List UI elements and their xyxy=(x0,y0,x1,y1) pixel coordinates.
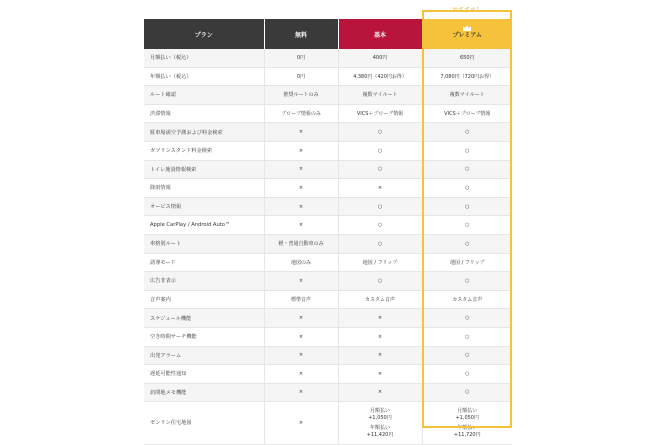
cell-label: 出発アラーム xyxy=(144,346,264,365)
cell-basic: × xyxy=(338,179,422,198)
cell-free: 標準音声 xyxy=(264,290,338,309)
cell-basic: ○ xyxy=(338,234,422,253)
cell-basic: 複数マイルート xyxy=(338,86,422,105)
table-row xyxy=(144,253,512,272)
header-free: 無料 xyxy=(264,19,338,49)
plan-table xyxy=(144,19,512,445)
cell-label: 月額払い（税込） xyxy=(144,49,264,67)
header-plan: プラン xyxy=(144,19,264,49)
cell-label: 空き時間サーチ機能 xyxy=(144,327,264,346)
table-row xyxy=(144,309,512,328)
table-row xyxy=(144,272,512,291)
cell-basic: × xyxy=(338,365,422,384)
basic-yearly-price: 年額払い +11,420円 xyxy=(366,424,394,438)
cell-free: × xyxy=(264,365,338,384)
table-row xyxy=(144,216,512,235)
cell-premium: ○ xyxy=(422,179,512,198)
cell-free: × xyxy=(264,141,338,160)
cell-free: × xyxy=(264,216,338,235)
cell-premium: VICS＋プローブ情報 xyxy=(422,104,512,123)
cell-label: 渋滞情報 xyxy=(144,104,264,123)
cell-label: ガソリンスタンド料金検索 xyxy=(144,141,264,160)
cell-label: ゼンリン住宅地図 xyxy=(144,402,264,445)
cell-basic: × xyxy=(338,309,422,328)
cell-label: 年額払い（税込） xyxy=(144,67,264,86)
cell-premium: ○ xyxy=(422,160,512,179)
cell-free: × xyxy=(264,160,338,179)
cell-premium: カスタム音声 xyxy=(422,290,512,309)
cell-label: ルート確認 xyxy=(144,86,264,105)
cell-label: 訪問地メモ機能 xyxy=(144,383,264,402)
cell-basic: ○ xyxy=(338,160,422,179)
header-row xyxy=(144,19,512,49)
cell-free: 推奨ルートのみ xyxy=(264,86,338,105)
cell-label: 車格別ルート xyxy=(144,234,264,253)
cell-premium: ○ xyxy=(422,234,512,253)
basic-monthly-price: 月額払い +1,050円 xyxy=(368,408,392,422)
cell-free: × xyxy=(264,179,338,198)
cell-free: 軽・普通自動車のみ xyxy=(264,234,338,253)
cell-basic: ○ xyxy=(338,123,422,142)
cell-basic: ○ xyxy=(338,272,422,291)
plan-comparison xyxy=(144,0,512,438)
cell-premium: 複数マイルート xyxy=(422,86,512,105)
cell-basic: 4,380円（420円お得） xyxy=(338,67,422,86)
table-row xyxy=(144,123,512,142)
cell-label: Apple CarPlay / Android Auto™ xyxy=(144,216,264,235)
table-row xyxy=(144,67,512,86)
cell-label: トイレ施設情報検索 xyxy=(144,160,264,179)
cell-free: × xyxy=(264,383,338,402)
cell-premium: ○ xyxy=(422,123,512,142)
cell-label: 広告非表示 xyxy=(144,272,264,291)
cell-premium: ○ xyxy=(422,383,512,402)
table-row xyxy=(144,197,512,216)
cell-label: 音声案内 xyxy=(144,290,264,309)
cell-free: × xyxy=(264,272,338,291)
cell-free: 0円 xyxy=(264,49,338,67)
cell-free: 0円 xyxy=(264,67,338,86)
table-row xyxy=(144,141,512,160)
cell-premium: 650円 xyxy=(422,49,512,67)
cell-premium: ○ xyxy=(422,272,512,291)
cell-premium: ○ xyxy=(422,365,512,384)
cell-basic: カスタム音声 xyxy=(338,290,422,309)
cell-basic: ○ xyxy=(338,216,422,235)
cell-free: × xyxy=(264,123,338,142)
table-row xyxy=(144,234,512,253)
cell-label: 駐車場満空予測および料金検索 xyxy=(144,123,264,142)
cell-label: 降雨情報 xyxy=(144,179,264,198)
cell-basic: × xyxy=(338,346,422,365)
cell-premium: ○ xyxy=(422,309,512,328)
cell-basic: × xyxy=(338,383,422,402)
table-row xyxy=(144,365,512,384)
cell-premium: ○ xyxy=(422,327,512,346)
crown-icon xyxy=(463,25,471,31)
cell-premium: ○ xyxy=(422,197,512,216)
table-row xyxy=(144,346,512,365)
table-row xyxy=(144,104,512,123)
cell-basic: 400円 xyxy=(338,49,422,67)
cell-free: × xyxy=(264,327,338,346)
cell-free: × xyxy=(264,309,338,328)
table-row xyxy=(144,290,512,309)
cell-basic: VICS＋プローブ情報 xyxy=(338,104,422,123)
cell-free: 地図のみ xyxy=(264,253,338,272)
cell-label: オービス情報 xyxy=(144,197,264,216)
cell-free: × xyxy=(264,402,338,445)
cell-basic: 地図 / フリップ xyxy=(338,253,422,272)
table-row xyxy=(144,402,512,445)
cell-premium xyxy=(422,402,512,445)
cell-label: 誘導モード xyxy=(144,253,264,272)
table-row xyxy=(144,179,512,198)
cell-free: × xyxy=(264,197,338,216)
cell-label: 遅延可能性通知 xyxy=(144,365,264,384)
header-premium: プレミアム xyxy=(422,19,512,49)
cell-free: プローブ情報のみ xyxy=(264,104,338,123)
cell-premium: ○ xyxy=(422,216,512,235)
cell-basic: ○ xyxy=(338,197,422,216)
cell-basic: × xyxy=(338,327,422,346)
table-row xyxy=(144,327,512,346)
cell-free: × xyxy=(264,346,338,365)
table-row xyxy=(144,383,512,402)
cell-basic xyxy=(338,402,422,445)
premium-yearly-price: 年額払い +11,720円 xyxy=(453,424,481,438)
table-row xyxy=(144,49,512,67)
table-row xyxy=(144,86,512,105)
cell-basic: ○ xyxy=(338,141,422,160)
recommend-label: おすすめ！ xyxy=(451,6,483,14)
cell-premium: ○ xyxy=(422,141,512,160)
cell-premium: ○ xyxy=(422,346,512,365)
cell-premium: 7,080円（720円お得） xyxy=(422,67,512,86)
header-basic: 基本 xyxy=(338,19,422,49)
table-row xyxy=(144,160,512,179)
cell-label: スケジュール機能 xyxy=(144,309,264,328)
cell-premium: 地図 / フリップ xyxy=(422,253,512,272)
premium-monthly-price: 月額払い +1,050円 xyxy=(455,408,479,422)
